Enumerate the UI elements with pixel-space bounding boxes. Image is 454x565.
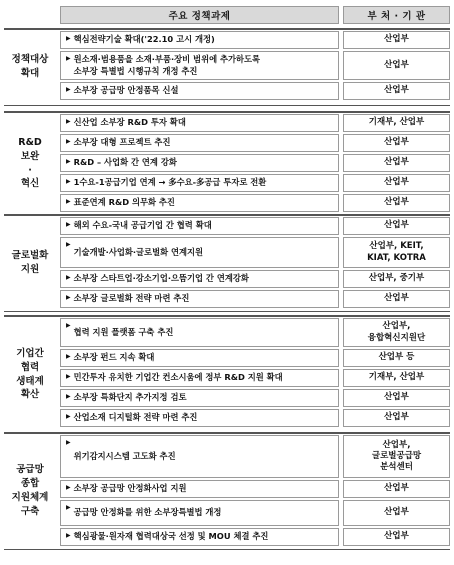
- task-cell: [60, 480, 339, 498]
- agency-cell: 산업부: [343, 31, 450, 49]
- task-cell: [60, 500, 339, 526]
- task-text: 소부장 글로벌화 전략 마련 추진: [73, 293, 190, 304]
- task-cell: [60, 237, 339, 268]
- bullet-triangle-icon: ▶: [66, 413, 71, 420]
- task-text: 산업소재 디지털화 전략 마련 추진: [73, 412, 198, 423]
- category-label: 공급망 종합 지원체계 구축: [4, 434, 56, 548]
- task-text: 1수요-1공급기업 연계 → 多수요-多공급 투자로 전환: [73, 177, 267, 188]
- section-top-rule: [4, 28, 450, 30]
- tasks-header: 주요 정책과제: [60, 6, 339, 24]
- bullet-triangle-icon: ▶: [66, 532, 71, 539]
- bullet-triangle-icon: ▶: [66, 198, 71, 205]
- task-text: 위기감지시스템 고도화 추진: [73, 450, 176, 461]
- task-cell: [60, 270, 339, 288]
- task-cell: [60, 31, 339, 49]
- agency-cell: 산업부: [343, 409, 450, 427]
- task-cell: [60, 435, 339, 478]
- agency-cell: 산업부, KEIT, KIAT, KOTRA: [343, 237, 450, 268]
- task-text: 핵심전략기술 확대('22.10 고시 개정): [73, 34, 215, 45]
- task-text: 소부장 펀드 지속 확대: [73, 352, 155, 363]
- bullet-triangle-icon: ▶: [66, 353, 71, 360]
- bullet-triangle-icon: ▶: [66, 322, 71, 329]
- task-cell: [60, 369, 339, 387]
- section-top-rule: [4, 432, 450, 434]
- agency-cell: 산업부: [343, 389, 450, 407]
- bullet-triangle-icon: ▶: [66, 294, 71, 301]
- task-cell: [60, 217, 339, 235]
- agency-cell: 산업부, 중기부: [343, 270, 450, 288]
- task-text: 민간투자 유치한 기업간 컨소시움에 정부 R&D 지원 확대: [73, 372, 283, 383]
- task-text: 표준연계 R&D 의무화 추진: [73, 197, 175, 208]
- bullet-triangle-icon: ▶: [66, 178, 71, 185]
- task-cell: [60, 528, 339, 546]
- agency-cell: 산업부: [343, 51, 450, 80]
- agency-cell: 산업부: [343, 154, 450, 172]
- bullet-triangle-icon: ▶: [66, 373, 71, 380]
- agency-cell: 산업부: [343, 528, 450, 546]
- agency-cell: 산업부 등: [343, 349, 450, 367]
- agency-cell: 산업부, 융합혁신지원단: [343, 318, 450, 347]
- task-cell: [60, 174, 339, 192]
- bullet-triangle-icon: ▶: [66, 158, 71, 165]
- task-text: R&D – 사업화 간 연계 강화: [73, 157, 177, 168]
- task-cell: [60, 409, 339, 427]
- table-section: [4, 111, 450, 216]
- task-text: 핵심광물·원자재 협력대상국 선정 및 MOU 체결 추진: [73, 531, 269, 542]
- bullet-triangle-icon: ▶: [66, 241, 71, 248]
- bullet-triangle-icon: ▶: [66, 35, 71, 42]
- section-bottom-rule: [4, 105, 450, 107]
- bullet-triangle-icon: ▶: [66, 504, 71, 511]
- task-cell: [60, 290, 339, 308]
- task-cell: [60, 194, 339, 212]
- section-bottom-rule: [4, 549, 450, 551]
- agency-cell: 산업부: [343, 290, 450, 308]
- bullet-triangle-icon: ▶: [66, 118, 71, 125]
- table-section: [4, 315, 450, 434]
- agency-cell: 산업부: [343, 134, 450, 152]
- table-section: [4, 432, 450, 550]
- agency-cell: 산업부, 글로벌공급망 분석센터: [343, 435, 450, 478]
- task-text: 소부장 공급망 안정품목 신설: [73, 85, 179, 96]
- task-cell: [60, 134, 339, 152]
- bullet-triangle-icon: ▶: [66, 138, 71, 145]
- task-text: 신산업 소부장 R&D 투자 확대: [73, 117, 186, 128]
- category-label: 기업간 협력 생태계 확산: [4, 317, 56, 432]
- agency-cell: 산업부: [343, 194, 450, 212]
- task-text: 해외 수요-국내 공급기업 간 협력 확대: [73, 220, 212, 231]
- category-label: 글로벌화 지원: [4, 216, 56, 310]
- agency-cell: 산업부: [343, 174, 450, 192]
- task-cell: [60, 114, 339, 132]
- task-text: 협력 지원 플랫폼 구축 추진: [73, 326, 174, 337]
- task-cell: [60, 318, 339, 347]
- task-text: 소부장 스타트업·강소기업·으뜸기업 간 연계강화: [73, 273, 249, 284]
- section-top-rule: [4, 111, 450, 113]
- agency-cell: 산업부: [343, 82, 450, 100]
- task-text: 원소재·범용품을 소재·부품·장비 범위에 추가하도록 소부장 특별법 시행규칙 개정 추진: [73, 54, 261, 76]
- agency-cell: 기재부, 산업부: [343, 114, 450, 132]
- bullet-triangle-icon: ▶: [66, 393, 71, 400]
- bullet-triangle-icon: ▶: [66, 55, 71, 62]
- task-cell: [60, 51, 339, 80]
- section-top-rule: [4, 214, 450, 216]
- task-text: 소부장 대형 프로젝트 추진: [73, 137, 171, 148]
- task-text: 기술개발·사업화·글로벌화 연계지원: [73, 246, 204, 257]
- bullet-triangle-icon: ▶: [66, 439, 71, 446]
- task-text: 소부장 공급망 안정화사업 지원: [73, 483, 187, 494]
- agency-cell: 산업부: [343, 217, 450, 235]
- section-top-rule: [4, 315, 450, 317]
- bullet-triangle-icon: ▶: [66, 86, 71, 93]
- category-label: R&D 보완 · 혁신: [4, 113, 56, 214]
- category-label: 정책대상 확대: [4, 30, 56, 104]
- agency-cell: 산업부: [343, 500, 450, 526]
- agency-header: 부 처 · 기 관: [343, 6, 450, 24]
- table-header: [4, 6, 450, 24]
- table-section: [4, 28, 450, 106]
- task-text: 공급망 안정화를 위한 소부장특별법 개정: [73, 507, 222, 518]
- section-bottom-rule: [4, 311, 450, 313]
- task-cell: [60, 154, 339, 172]
- task-cell: [60, 349, 339, 367]
- task-cell: [60, 389, 339, 407]
- table-section: [4, 214, 450, 312]
- agency-cell: 기재부, 산업부: [343, 369, 450, 387]
- bullet-triangle-icon: ▶: [66, 484, 71, 491]
- bullet-triangle-icon: ▶: [66, 221, 71, 228]
- agency-cell: 산업부: [343, 480, 450, 498]
- bullet-triangle-icon: ▶: [66, 274, 71, 281]
- task-text: 소부장 특화단지 추가지정 검토: [73, 392, 187, 403]
- task-cell: [60, 82, 339, 100]
